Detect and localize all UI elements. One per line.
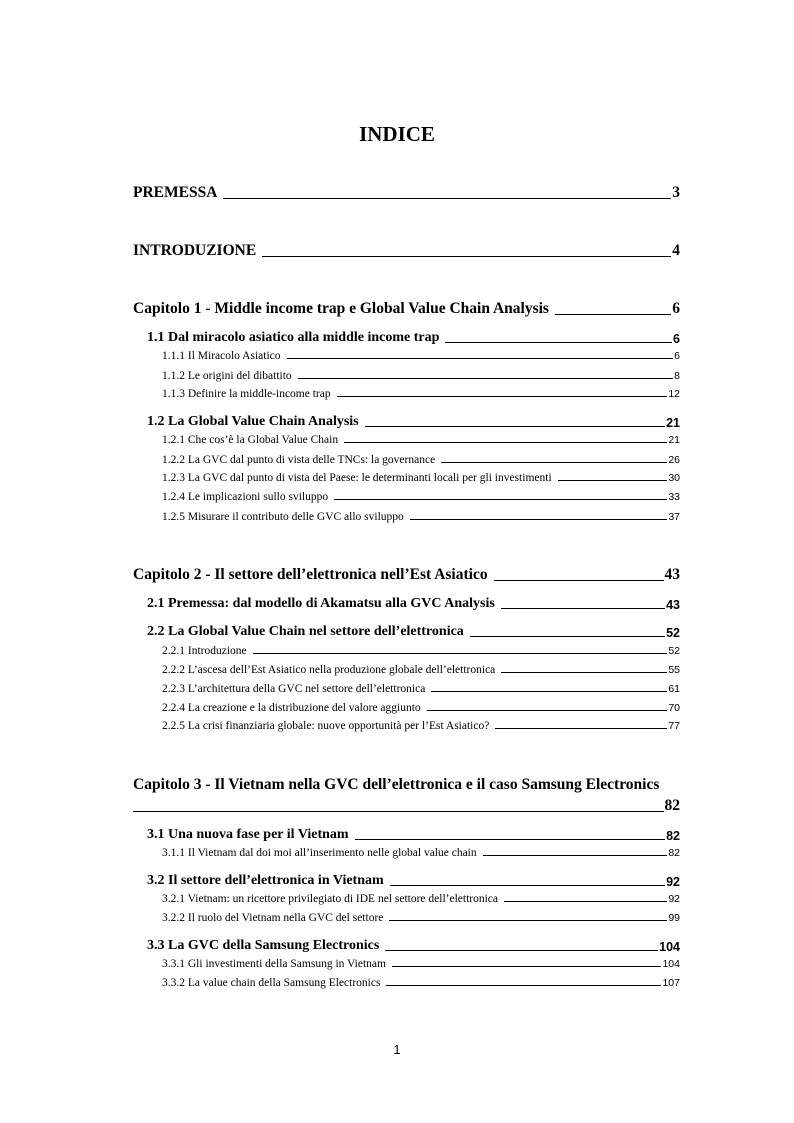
toc-entry-introduzione[interactable]	[133, 242, 680, 260]
leader-line	[133, 811, 664, 812]
toc-entry-section-3-3[interactable]	[147, 938, 680, 954]
toc-entry-text: PREMESSA	[133, 184, 218, 201]
toc-entry-text: Capitolo 2 - Il settore dell’elettronica nell’Est Asiatico	[133, 566, 488, 583]
toc-entry-text: 2.1 Premessa: dal modello di Akamatsu alla GVC Analysis	[147, 596, 495, 611]
toc-entry-page: 30	[668, 472, 680, 484]
leader-line	[365, 426, 665, 427]
leader-line	[495, 728, 667, 729]
toc-entry-subsection-1-1-3[interactable]	[162, 388, 680, 400]
toc-entry-page: 43	[664, 566, 680, 583]
toc-entry-page: 3	[672, 184, 680, 201]
toc-entry-page: 104	[659, 940, 680, 954]
toc-entry-text: Capitolo 3 - Il Vietnam nella GVC dell’elettronica e il caso Samsung Electronics	[133, 776, 660, 793]
toc-entry-text: 1.2.5 Misurare il contributo delle GVC allo sviluppo	[162, 511, 404, 523]
toc-entry-text: 2.2 La Global Value Chain nel settore dell’elettronica	[147, 624, 464, 639]
toc-entry-text: 3.3.2 La value chain della Samsung Electronics	[162, 977, 381, 989]
toc-entry-text: Capitolo 1 - Middle income trap e Global Value Chain Analysis	[133, 300, 549, 317]
toc-entry-text: 1.2.4 Le implicazioni sullo sviluppo	[162, 491, 329, 503]
toc-entry-subsection-2-2-5[interactable]	[162, 720, 680, 732]
page-number: 1	[393, 1042, 401, 1057]
toc-entry-section-1-1[interactable]	[147, 330, 680, 346]
toc-entry-page: 21	[668, 434, 680, 446]
leader-line	[470, 636, 665, 637]
toc-entry-section-3-1[interactable]	[147, 827, 680, 843]
toc-entry-text: 3.1 Una nuova fase per il Vietnam	[147, 827, 349, 842]
toc-entry-subsection-1-2-3[interactable]	[162, 472, 680, 484]
page-title: INDICE	[359, 122, 435, 146]
leader-line	[223, 198, 671, 199]
leader-line	[494, 580, 664, 581]
leader-line	[253, 653, 668, 654]
toc-entry-subsection-2-2-2[interactable]	[162, 664, 680, 676]
leader-line	[483, 855, 668, 856]
toc-entry-text: 3.3.1 Gli investimenti della Samsung in Vietnam	[162, 958, 386, 970]
toc-entry-subsection-3-2-1[interactable]	[162, 893, 680, 905]
toc-entry-subsection-3-3-1[interactable]	[162, 958, 680, 970]
leader-line	[501, 672, 667, 673]
leader-line	[410, 519, 668, 520]
leader-line	[334, 499, 667, 500]
leader-line	[337, 396, 668, 397]
toc-entry-page: 82	[666, 829, 680, 843]
leader-line	[287, 358, 674, 359]
toc-entry-page: 37	[668, 511, 680, 523]
leader-line	[355, 839, 666, 840]
toc-entry-text: 3.2.1 Vietnam: un ricettore privilegiato di IDE nel settore dell’elettronica	[162, 893, 498, 905]
leader-line	[262, 256, 671, 257]
toc-entry-page: 12	[668, 388, 680, 400]
toc-entry-subsection-2-2-4[interactable]	[162, 702, 680, 714]
toc-entry-text: 2.2.1 Introduzione	[162, 645, 247, 657]
toc-entry-subsection-2-2-3[interactable]	[162, 683, 680, 695]
toc-entry-page: 4	[672, 242, 680, 259]
toc-entry-page: 61	[668, 683, 680, 695]
toc-entry-page: 77	[668, 720, 680, 732]
toc-entry-subsection-1-2-1[interactable]	[162, 434, 680, 446]
toc-entry-page: 52	[668, 645, 680, 657]
toc-entry-page: 104	[662, 958, 680, 970]
toc-entry-page: 52	[666, 626, 680, 640]
toc-entry-page: 21	[666, 416, 680, 430]
toc-entry-section-1-2[interactable]	[147, 414, 680, 430]
leader-line	[390, 885, 665, 886]
toc-entry-page: 70	[668, 702, 680, 714]
leader-line	[431, 691, 667, 692]
toc-entry-text: 1.1.1 Il Miracolo Asiatico	[162, 350, 281, 362]
leader-line	[389, 920, 667, 921]
leader-line	[386, 985, 661, 986]
toc-entry-page: 92	[668, 893, 680, 905]
toc-entry-premessa[interactable]	[133, 184, 680, 202]
toc-entry-page: 99	[668, 912, 680, 924]
toc-entry-text: 1.1 Dal miracolo asiatico alla middle income trap	[147, 330, 440, 345]
toc-entry-text: 3.1.1 Il Vietnam dal doi moi all’inserimento nelle global value chain	[162, 847, 477, 859]
toc-entry-text: 3.3 La GVC della Samsung Electronics	[147, 938, 380, 953]
toc-entry-page: 6	[674, 350, 680, 362]
leader-line	[504, 901, 667, 902]
toc-entry-page: 6	[672, 300, 680, 317]
toc-entry-text: 2.2.5 La crisi finanziaria globale: nuove opportunità per l’Est Asiatico?	[162, 720, 490, 732]
toc-entry-subsection-1-2-2[interactable]	[162, 454, 680, 466]
leader-line	[555, 314, 671, 315]
toc-entry-text: 2.2.2 L’ascesa dell’Est Asiatico nella produzione globale dell’elettronica	[162, 664, 496, 676]
leader-line	[385, 950, 658, 951]
toc-entry-text: 2.2.3 L’architettura della GVC nel settore dell’elettronica	[162, 683, 426, 695]
toc-entry-page: 82	[664, 797, 680, 814]
toc-entry-chapter-3-leader[interactable]	[133, 797, 680, 815]
toc-entry-text: 3.2.2 Il ruolo del Vietnam nella GVC del settore	[162, 912, 384, 924]
toc-entry-page: 92	[666, 875, 680, 889]
toc-entry-subsection-1-1-2[interactable]	[162, 370, 680, 382]
toc-entry-text: 1.2.1 Che cos’è la Global Value Chain	[162, 434, 339, 446]
leader-line	[558, 480, 668, 481]
toc-entry-text: 1.1.2 Le origini del dibattito	[162, 370, 292, 382]
leader-line	[392, 966, 662, 967]
toc-entry-subsection-2-2-1[interactable]	[162, 645, 680, 657]
toc-entry-page: 6	[673, 332, 680, 346]
toc-entry-subsection-3-2-2[interactable]	[162, 912, 680, 924]
toc-entry-section-3-2[interactable]	[147, 873, 680, 889]
toc-entry-section-2-1[interactable]	[147, 596, 680, 612]
toc-entry-page: 8	[674, 370, 680, 382]
toc-entry-text: 1.2.3 La GVC dal punto di vista del Paese: le determinanti locali per gli investimenti	[162, 472, 552, 484]
toc-entry-text: 1.2.2 La GVC dal punto di vista delle TNCs: la governance	[162, 454, 436, 466]
toc-entry-page: 55	[668, 664, 680, 676]
toc-entry-page: 33	[668, 491, 680, 503]
toc-entry-text: INTRODUZIONE	[133, 242, 257, 259]
toc-entry-subsection-1-2-5[interactable]	[162, 511, 680, 523]
leader-line	[445, 342, 672, 343]
toc-entry-text: 2.2.4 La creazione e la distribuzione del valore aggiunto	[162, 702, 421, 714]
toc-entry-subsection-3-1-1[interactable]	[162, 847, 680, 859]
toc-entry-text: 1.1.3 Definire la middle-income trap	[162, 388, 331, 400]
toc-entry-subsection-1-2-4[interactable]	[162, 491, 680, 503]
toc-entry-chapter-3[interactable]	[133, 776, 680, 794]
toc-entry-section-2-2[interactable]	[147, 624, 680, 640]
toc-entry-page: 26	[668, 454, 680, 466]
leader-line	[298, 378, 673, 379]
toc-entry-subsection-1-1-1[interactable]	[162, 350, 680, 362]
toc-entry-subsection-3-3-2[interactable]	[162, 977, 680, 989]
toc-entry-page: 82	[668, 847, 680, 859]
leader-line	[427, 710, 668, 711]
toc-entry-page: 43	[666, 598, 680, 612]
leader-line	[344, 442, 667, 443]
toc-entry-chapter-2[interactable]	[133, 566, 680, 584]
leader-line	[501, 608, 665, 609]
leader-line	[441, 462, 667, 463]
toc-entry-text: 3.2 Il settore dell’elettronica in Vietnam	[147, 873, 384, 888]
toc-entry-page: 107	[662, 977, 680, 989]
toc-entry-chapter-1[interactable]	[133, 300, 680, 318]
toc-entry-text: 1.2 La Global Value Chain Analysis	[147, 414, 359, 429]
